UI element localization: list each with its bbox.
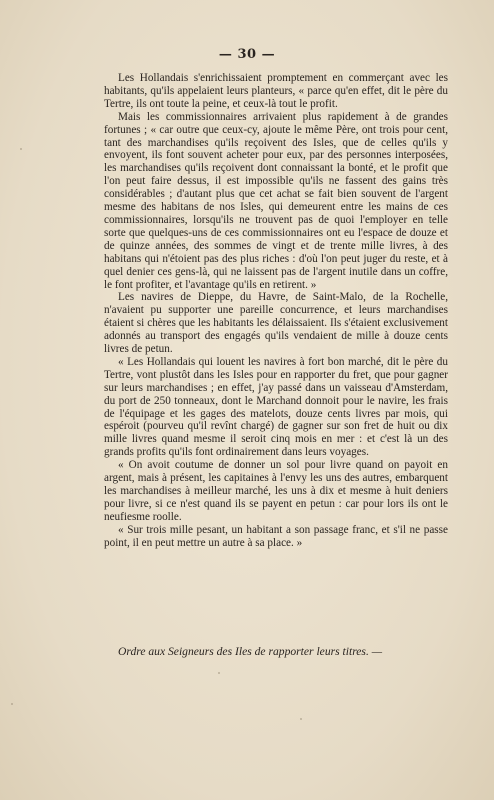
body-text (104, 72, 448, 550)
paper-speck (20, 148, 22, 150)
page-number: — 30 — (218, 47, 276, 62)
paragraph-4: « Les Hollandais qui louent les navires à fort bon marché, dit le père du Tertre, vont plustôt dans les Isles pour en rapporter du fret, que pour gagner sur leurs marchandises ; en effet, j'ay passé dans un vaisseau d'Amsterdam, du port de 250 tonneaux, dont le Marchand donnoit pour le navire, les frais de l'équipage et les gages des matelots, douze cents livres par mois, qui espéroit (pourveu qu'il revînt chargé) de gagner sur son fret de huit ou dix mille livres quand mesme il seroit cinq mois en mer : et c'est là un des grands profits qu'ils font ordinairement dans leurs voyages. (104, 355, 448, 459)
paper-speck (218, 672, 220, 674)
section-heading: Ordre aux Seigneurs des Iles de rapporter leurs titres. — (118, 645, 383, 658)
paragraph-5: « On avoit coutume de donner un sol pour livre quand on payoit en argent, mais à présent, les capitaines à l'envy les uns des autres, embarquent les marchandises à meilleur marché, les uns à dix et mesme à huit deniers pour livre, si ce n'est quand ils se payent en petun : car pour lors ils ont le neufiesme roolle. (104, 459, 448, 523)
paragraph-2: Mais les commissionnaires arrivaient plus rapidement à de grandes fortunes ; « car outre que ceux-cy, ajoute le même Père, ont trois pour cent, tant des marchandises qu'ils reçoivent des Isles, que de celles qu'ils y envoyent, ils font souvent acheter pour eux, par des personnes interposées, les marchandises qu'ils reçoivent dont connaissant la bonté, et le profit que l'on peut faire dessus, il est impossible qu'ils ne fassent des gains très considérables ; d'autant plus que cet achat se fait bien souvent de l'argent mesme des habitans de nos Isles, qui demeurent entre les mains de ces commissionnaires, lorsqu'ils ne trouvent pas de quoi l'employer en telle sorte que quelques-uns de ces commissionnaires ont eu l'espace de douze et de quinze années, des sommes de vingt et de trente mille livres, à des habitans qui n'étoient pas des plus riches : d'où l'on peut juger du reste, et à quel denier ces gens-là, qui ne laissent pas de l'argent inutile dans un coffre, le font profiter, et l'avantage qu'ils en retirent. » (104, 110, 448, 291)
paragraph-3: Les navires de Dieppe, du Havre, de Saint-Malo, de la Rochelle, n'avaient pu supporter une pareille concurrence, et leurs marchandises étaient si chères que les habitants les délaissaient. Ils s'étaient exclusivement adonnés au transport des engagés qu'ils vendaient de mille à douze cents livres de petun. (104, 291, 448, 356)
paragraph-6: « Sur trois mille pesant, un habitant a son passage franc, et s'il ne passe point, il en peut mettre un autre à sa place. » (104, 523, 448, 549)
paragraph-1: Les Hollandais s'enrichissaient promptement en commerçant avec les habitants, qu'ils appelaient leurs planteurs, « parce qu'en effet, dit le père du Tertre, ils ont toute la peine, et ceux-là tout le profit. (104, 72, 448, 110)
paper-speck (11, 703, 13, 705)
paper-speck (300, 718, 302, 720)
